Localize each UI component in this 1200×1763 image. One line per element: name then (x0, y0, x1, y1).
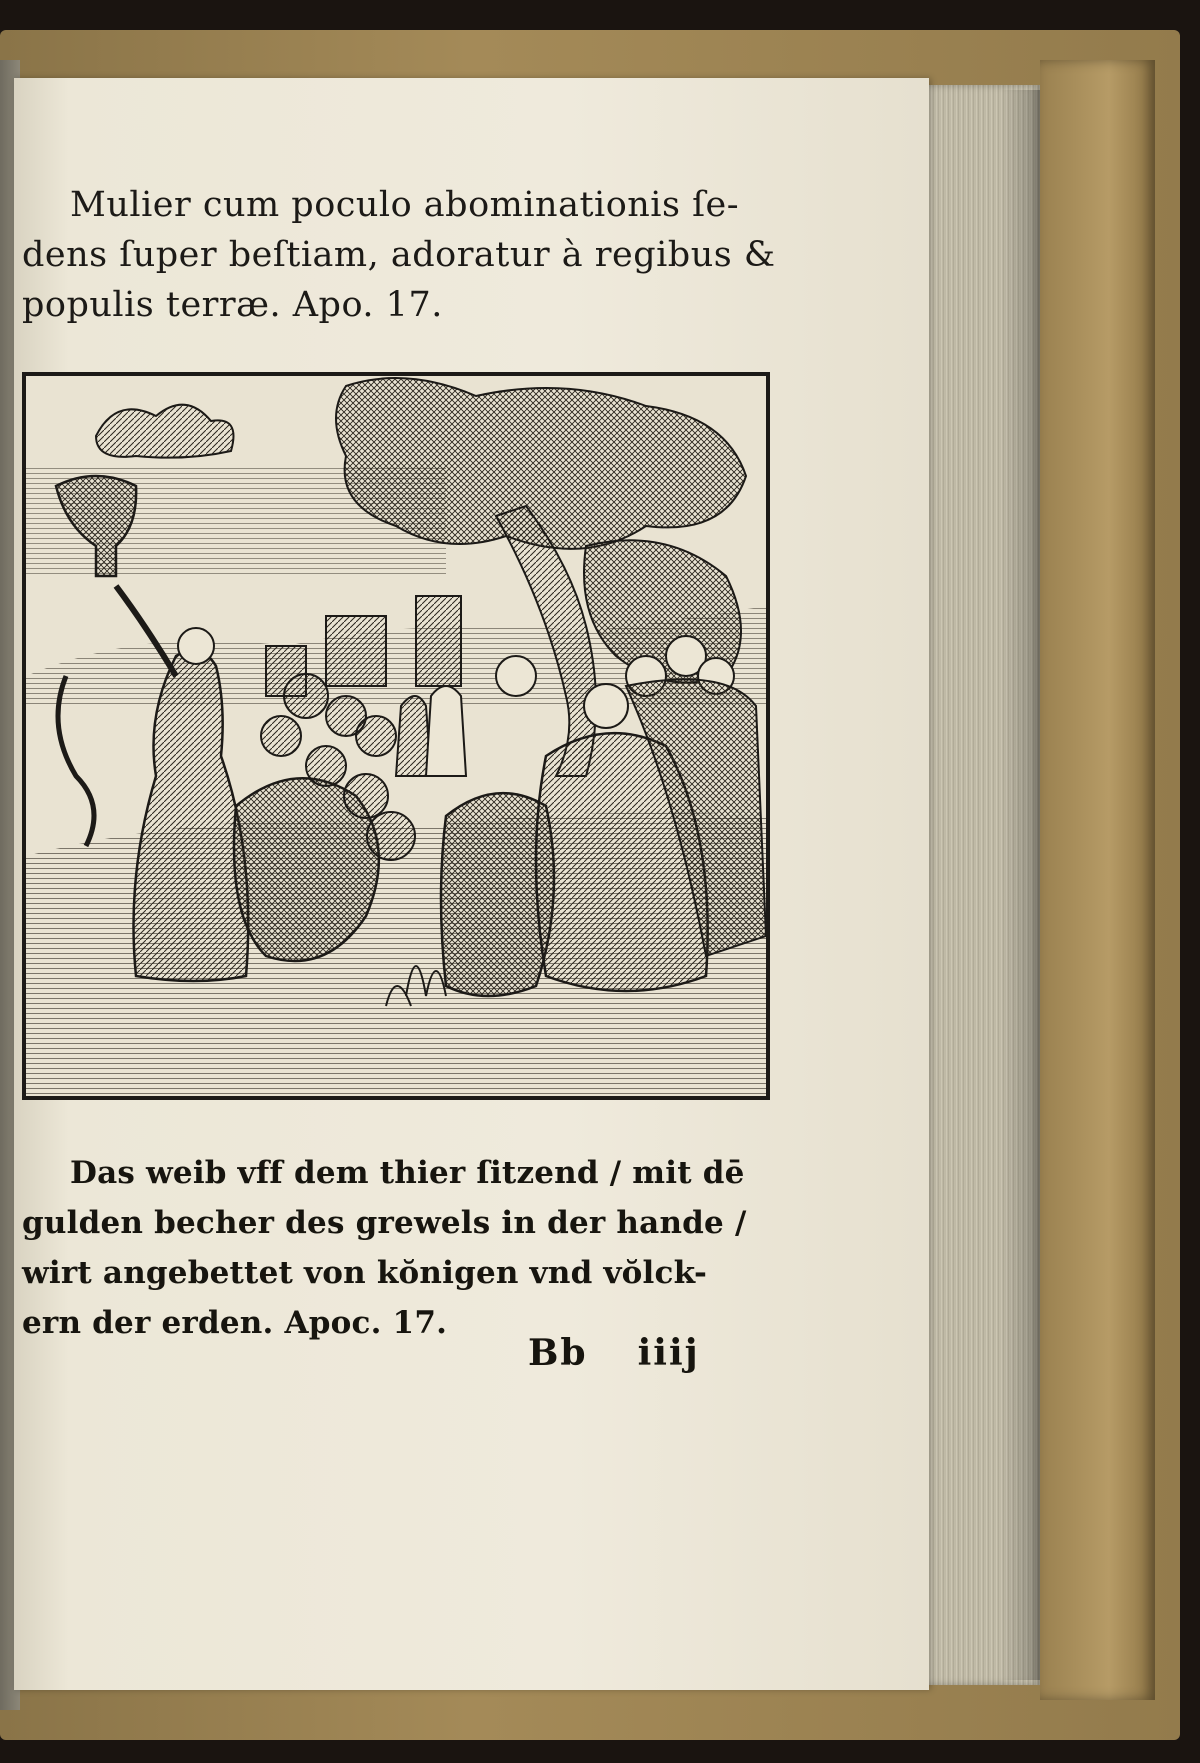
cover-fore-edge (1040, 60, 1155, 1700)
german-caption (22, 1148, 822, 1348)
edge-shadow (1000, 90, 1040, 1680)
german-caption-line: Das weib vff dem thier ſitzend / mit dē (70, 1155, 745, 1191)
woodcut-illustration (22, 372, 770, 1100)
woodcut-image (26, 376, 766, 1096)
signature-mark (528, 1332, 700, 1374)
latin-caption-line: Mulier cum poculo abominationis ſe- (70, 185, 740, 225)
latin-caption (22, 180, 782, 330)
latin-caption-line: populis terræ. Apo. 17. (22, 285, 443, 325)
german-caption-line: wirt angebettet von kŏnigen vnd vŏlck- (22, 1255, 708, 1291)
latin-caption-line: dens ſuper beſtiam, adoratur à regibus & (22, 235, 776, 275)
signature-letters: Bb (528, 1332, 588, 1374)
signature-number: iiij (637, 1332, 700, 1374)
german-caption-line: ern der erden. Apoc. 17. (22, 1305, 448, 1341)
german-caption-line: gulden becher des grewels in der hande / (22, 1205, 747, 1241)
